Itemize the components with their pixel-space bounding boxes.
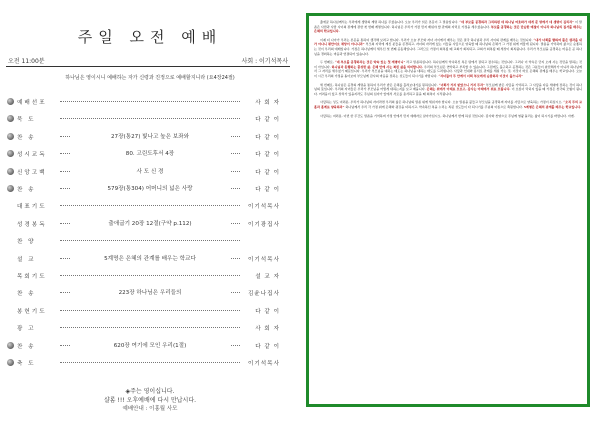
order-item-person: 김윤나집사	[247, 291, 280, 298]
sermon-text-run: 두 번째로,	[320, 60, 335, 65]
sermon-highlight: “네 부모를 공경하라 그리하면 네 하나님 여호와가 네게 준 땅에서 네 생명이 길리라”	[459, 20, 576, 24]
order-row	[0, 339, 300, 351]
order-row	[0, 95, 300, 107]
title-divider	[6, 66, 290, 67]
order-item-label: 축 도	[17, 361, 36, 367]
sermon-text-run: 가정은 하나님께서 세우신 첫 번째 공동체입니다. 그러므로 가정이 회복될 때 교회가 회복되고, 교회가 회복될 때 세상이 회복됩니다. 우리가 부모님을 공경하는 마음은 곧 하나님을 경외하는 마음과 연결되어 있습니다.	[314, 46, 582, 56]
bullet-icon	[7, 115, 14, 122]
sermon-paragraph	[314, 60, 582, 78]
dotted-leader	[60, 118, 240, 119]
dotted-leader	[60, 275, 240, 276]
bullet-icon	[7, 359, 14, 366]
order-item-label: 찬 송	[17, 291, 36, 298]
order-item-content: 579장(통304) 어머니의 넓은 사랑	[107, 186, 193, 192]
order-item-label: 찬 송	[17, 187, 36, 193]
dotted-leader	[60, 240, 240, 241]
order-item-content: 80. 고린도후서 4장	[125, 151, 175, 158]
order-item-person: 다 같 이	[255, 169, 280, 176]
sermon-highlight: 부모를 공경하는 것은 단순한 예절이 아니라 하나님의 질서를 배우는 은혜의 학교입니다.	[314, 24, 582, 34]
order-row	[0, 112, 300, 124]
dotted-leader	[60, 327, 240, 328]
order-item-person: 이기석목사	[247, 361, 280, 367]
order-item-person: 설 교 자	[255, 274, 280, 280]
sermon-highlight: “오직 주의 교훈과 훈계로 양육하라”	[314, 100, 582, 109]
sermon-panel	[306, 13, 590, 407]
order-row	[0, 130, 300, 142]
footer-guide: 예배안내 : 이홍월 사모	[122, 406, 178, 412]
order-item-content: 223장 하나님은 우리들의	[118, 290, 182, 297]
sermon-text	[314, 20, 582, 118]
order-item-person: 다 같 이	[255, 308, 280, 315]
order-item-content: 620장 여기에 모인 우리(1절)	[113, 342, 187, 349]
sermon-text-run: 이 흐름이 막히지 않을 때 가정은 천국의 모형이 됩니다. 어려움이 있고 상처가 있을지라도 주님의 십자가 앞에서 서로를 용서하고 품을 때 회복이 시작됩니다.	[314, 87, 582, 96]
sermon-text-run: 이 말씀은 사람과 사람 사이의 관계에 관한 첫 번째 계명입니다. 하나님은 우리가 가장 먼저 배워야 할 관계의 자리로 가정을 세우셨습니다.	[314, 20, 582, 29]
sermon-text-run: 세 번째로, 하나님은 공경의 계명을 통하여 우리가 받은 은혜를 흘려보내기를 원하십니다.	[320, 82, 439, 87]
order-row	[0, 269, 300, 281]
order-row	[0, 217, 300, 229]
footer-blessing: ◈주는 영이십니다.	[125, 388, 175, 395]
bullet-icon	[7, 133, 14, 140]
order-item-label: 봉헌기도	[17, 308, 47, 315]
order-item-person: 사 회 자	[255, 100, 280, 106]
sermon-text-run: 우리의 부모님은 연약하고 부족할 수 있습니다. 그럼에도 불구하고 공경하는 것은 그분들이 완전해서가 아니라 하나님께서 그 자리를 세우셨기 때문입니다. 우리가 부모님을 대하는 태도는 하나님을 대하는 태도를 드러냅니다. 사랑과 인내와 용서로 관계를 세워 가는 것, 이것이 바로 은혜의 관계를 배우는 학교입니다. 오늘 이 시간 우리의 가정을 돌아보며 부모님께 감사의 마음을 전하는 성도들이 되시기를 바랍니다.	[314, 64, 582, 78]
order-item-label: 대표기도	[17, 204, 47, 211]
bullet-icon	[7, 98, 14, 105]
order-item-label: 성시교독	[17, 152, 47, 159]
order-row	[0, 234, 300, 246]
order-item-person: 이기광집사	[247, 221, 280, 228]
order-item-label: 성경봉독	[17, 221, 47, 228]
dotted-leader	[60, 310, 240, 311]
order-item-content: 27장(통27) 빛나고 높은 보좌와	[111, 133, 189, 140]
order-item-label: 예배선포	[17, 100, 47, 106]
order-item-label: 설 교	[17, 256, 36, 263]
sermon-text-run: 라고 말씀하십니다. 하나님께서 약속하신 복은 땅에서 잘되고 장수하는 것입니다. 그러나 이 약속은 단지 오래 사는 것만을 말하는 것이 아닙니다.	[314, 60, 582, 69]
sermon-text-run: 출애굽 하나님께서는 우리에게 생명의 계명 하나를 주셨습니다. 오늘 우리가 읽은 본문이 그 말씀입니다.	[320, 20, 460, 24]
worship-motto: 하나님은 영이시니 예배하는 자가 신령과 진정으로 예배할지니라 (요4장24절)	[65, 75, 235, 81]
sermon-text-run: 사랑하는 성도 여러분, 우리가 하나님의 자녀라면 우리의 삶은 하나님의 말씀 위에 세워져야 합니다. 오늘 말씀을 붙들고 부모님을 공경하며 자녀를 사랑으로 양육하는 가정이 되십시오.	[320, 100, 564, 105]
order-item-content: 출애굽기 20장 12절(구약 p.112)	[108, 220, 192, 227]
bullet-icon	[7, 342, 14, 349]
order-item-label: 찬 송	[17, 343, 36, 350]
sermon-text-run: 이제 더 나아가 우리는 본문을 통하여 생각해 보려고 합니다. 우리가 오늘 부모와 자녀 사이에서 배우는 것은 결국 하나님과 우리 사이의 관계를 배우는 것입니다.	[320, 37, 534, 42]
sermon-text-run: 사랑하는 여러분, 이번 한 주간도 말씀을 기억하며 가정 안에서 먼저 예배자로 살아가십시오. 하나님께서 함께 하실 것입니다. 감사와 찬양으로 주님께 영광 돌리는 삶이 되시기를 바랍니다. 아멘.	[320, 113, 575, 118]
order-item-person: 다 같 이	[255, 187, 280, 193]
sermon-highlight: 은혜는 위에서 아래로 흐르고, 감사는 아래에서 위로 흐릅니다.	[426, 87, 512, 92]
service-leader: 사회 : 이기석목사	[241, 58, 288, 65]
order-item-label: 묵 도	[17, 117, 36, 124]
sermon-paragraph	[314, 100, 582, 109]
sermon-paragraph	[314, 20, 582, 34]
order-item-content: 사 도 신 경	[136, 168, 164, 175]
order-item-person: 다 같 이	[255, 134, 280, 141]
sermon-text-run: 부모의 자리에 계신 분들을 존경하고, 자녀의 자리에 있는 이들을 사랑으로 양육할 때 하나님의 은혜가 그 가정 위에 머물게 됩니다. 말씀을 기억하며 삶으로 순종하는 것이 우리의 예배입니다.	[314, 42, 582, 51]
order-item-person: 다 같 이	[255, 152, 280, 159]
order-item-label: 찬 송	[17, 134, 36, 141]
service-time: 오전 11:00분	[8, 58, 45, 65]
order-item-person: 사 회 자	[255, 326, 280, 333]
order-item-label: 신앙고백	[17, 169, 47, 176]
order-row	[0, 199, 300, 211]
dotted-leader	[60, 205, 240, 206]
sermon-paragraph	[314, 38, 582, 56]
order-item-label: 목회기도	[17, 274, 47, 280]
order-row	[0, 252, 300, 264]
order-item-person: 다 같 이	[255, 117, 280, 124]
order-item-person: 이기석목사	[247, 204, 280, 211]
sermon-highlight: 5계명은 은혜의 관계를 배우는 학교입니다.	[523, 104, 582, 109]
order-item-label: 찬 양	[17, 239, 36, 246]
order-item-content: 5계명은 은혜의 관계를 배우는 학교다	[104, 255, 196, 262]
page-title: 주일 오전 예배	[77, 28, 223, 46]
order-row	[0, 304, 300, 316]
sermon-highlight: “너희가 거저 받았으니 거저 주라”	[438, 82, 486, 87]
order-row	[0, 182, 300, 194]
order-row	[0, 147, 300, 159]
sermon-highlight: “네 부모를 공경하라는 것은 약속 있는 첫 계명이니”	[334, 60, 406, 65]
bullet-icon	[7, 168, 14, 175]
dotted-leader	[60, 101, 240, 102]
bullet-icon	[7, 150, 14, 157]
order-row	[0, 286, 300, 298]
sermon-paragraph	[314, 114, 582, 119]
sermon-paragraph	[314, 83, 582, 97]
bullet-icon	[7, 185, 14, 192]
sermon-highlight: “내가 너희를 향하여 품은 생각을 내가 아나니 평안이요 재앙이 아니니라”	[314, 37, 582, 47]
order-row	[0, 165, 300, 177]
order-item-person: 다 같 이	[255, 343, 280, 350]
sermon-text-run: 부모님께 받은 사랑을 기억하고, 그 사랑을 다음 세대에 전하는 것이 하나님의 뜻입니다. 우리의 자녀들은 우리가 부모님을 어떻게 대하는지를 보고 배웁니다.	[314, 82, 582, 92]
order-item-label: 광 고	[17, 326, 36, 333]
dotted-leader	[60, 362, 240, 363]
sermon-highlight: 하나님과 동행하는 풍성한 삶, 은혜 안에 사는 복된 삶을 의미합니다.	[331, 64, 425, 69]
sermon-text-run: 하나님께서 우리 각 가정 위에 은혜와 평강을 더하시고, 약속하신 복을 누리는 복된 성도들이 다 되시기를 주님의 이름으로 축원합니다.	[345, 104, 524, 109]
order-item-person: 이기석목사	[247, 256, 280, 263]
order-row	[0, 356, 300, 368]
sermon-highlight: “자녀들아 주 안에서 너희 부모에게 순종하라 이것이 옳으니라”	[438, 73, 523, 78]
footer-farewell: 샬롬 !!! 오후예배에 다시 만납시다.	[103, 397, 197, 404]
order-row	[0, 321, 300, 333]
